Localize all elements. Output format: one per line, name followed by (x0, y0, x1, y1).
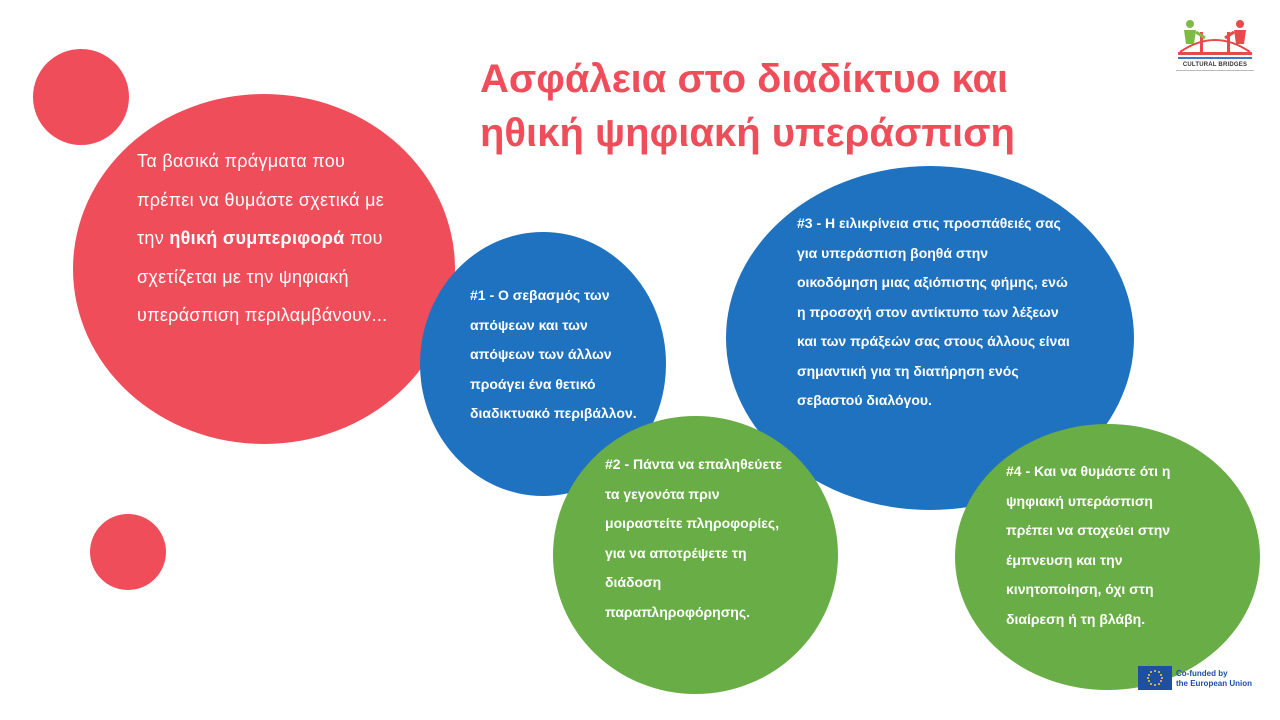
point-4 (1006, 457, 1196, 634)
point-1-number: #1 (470, 287, 486, 303)
title-line-2: ηθική ψηφιακή υπεράσπιση (480, 111, 1015, 155)
point-3-number: #3 (797, 215, 813, 231)
point-1-text: - Ο σεβασμός των απόψεων και των απόψεων των άλλων προάγει ένα θετικό διαδικτυακό περιβάλλον. (470, 287, 637, 421)
intro-part-1: Τα βασικά πράγματα που πρέπει να θυμάστε σχετικά με την (137, 151, 385, 248)
point-3-text: - Η ειλικρίνεια στις προσπάθειές σας για υπεράσπιση βοηθά στην οικοδόμηση μιας αξιόπιστης φήμης, ενώ η προσοχή στον αντίκτυπο των λέξεων και των πράξεών σας στους άλλους είναι σημαντική για τη διατήρηση ενός σεβαστού διαλόγου. (797, 215, 1070, 408)
eu-line-2: the European Union (1176, 679, 1252, 688)
point-2-text: - Πάντα να επαληθεύετε τα γεγονότα πριν μοιραστείτε πληροφορίες, για να αποτρέψετε τη διάδοση παραπληροφόρησης. (605, 456, 782, 620)
eu-flag-icon (1138, 666, 1172, 690)
point-1 (470, 281, 650, 429)
point-4-number: #4 (1006, 463, 1022, 479)
point-4-text: - Και να θυμάστε ότι η ψηφιακή υπεράσπιση πρέπει να στοχεύει στην έμπνευση και την κινητοποίηση, όχι στη διαίρεση ή τη βλάβη. (1006, 463, 1171, 627)
point-2-number: #2 (605, 456, 621, 472)
page-title (480, 52, 1080, 160)
logo-text: CULTURAL BRIDGES (1182, 62, 1248, 68)
point-3 (797, 209, 1072, 416)
eu-line-1: Co-funded by (1176, 669, 1228, 678)
decorative-circle-bottom (90, 514, 166, 590)
intro-text (137, 142, 407, 335)
intro-part-2: που σχετίζεται με την ψηφιακή υπεράσπιση περιλαμβάνουν... (137, 228, 388, 325)
decorative-circle-top (33, 49, 129, 145)
eu-cofunded-text (1176, 669, 1276, 689)
point-2 (605, 450, 800, 627)
title-line-1: Ασφάλεια στο διαδίκτυο και (480, 57, 1009, 101)
intro-bold: ηθική συμπεριφορά (169, 228, 345, 248)
logo-underline (1176, 70, 1254, 71)
